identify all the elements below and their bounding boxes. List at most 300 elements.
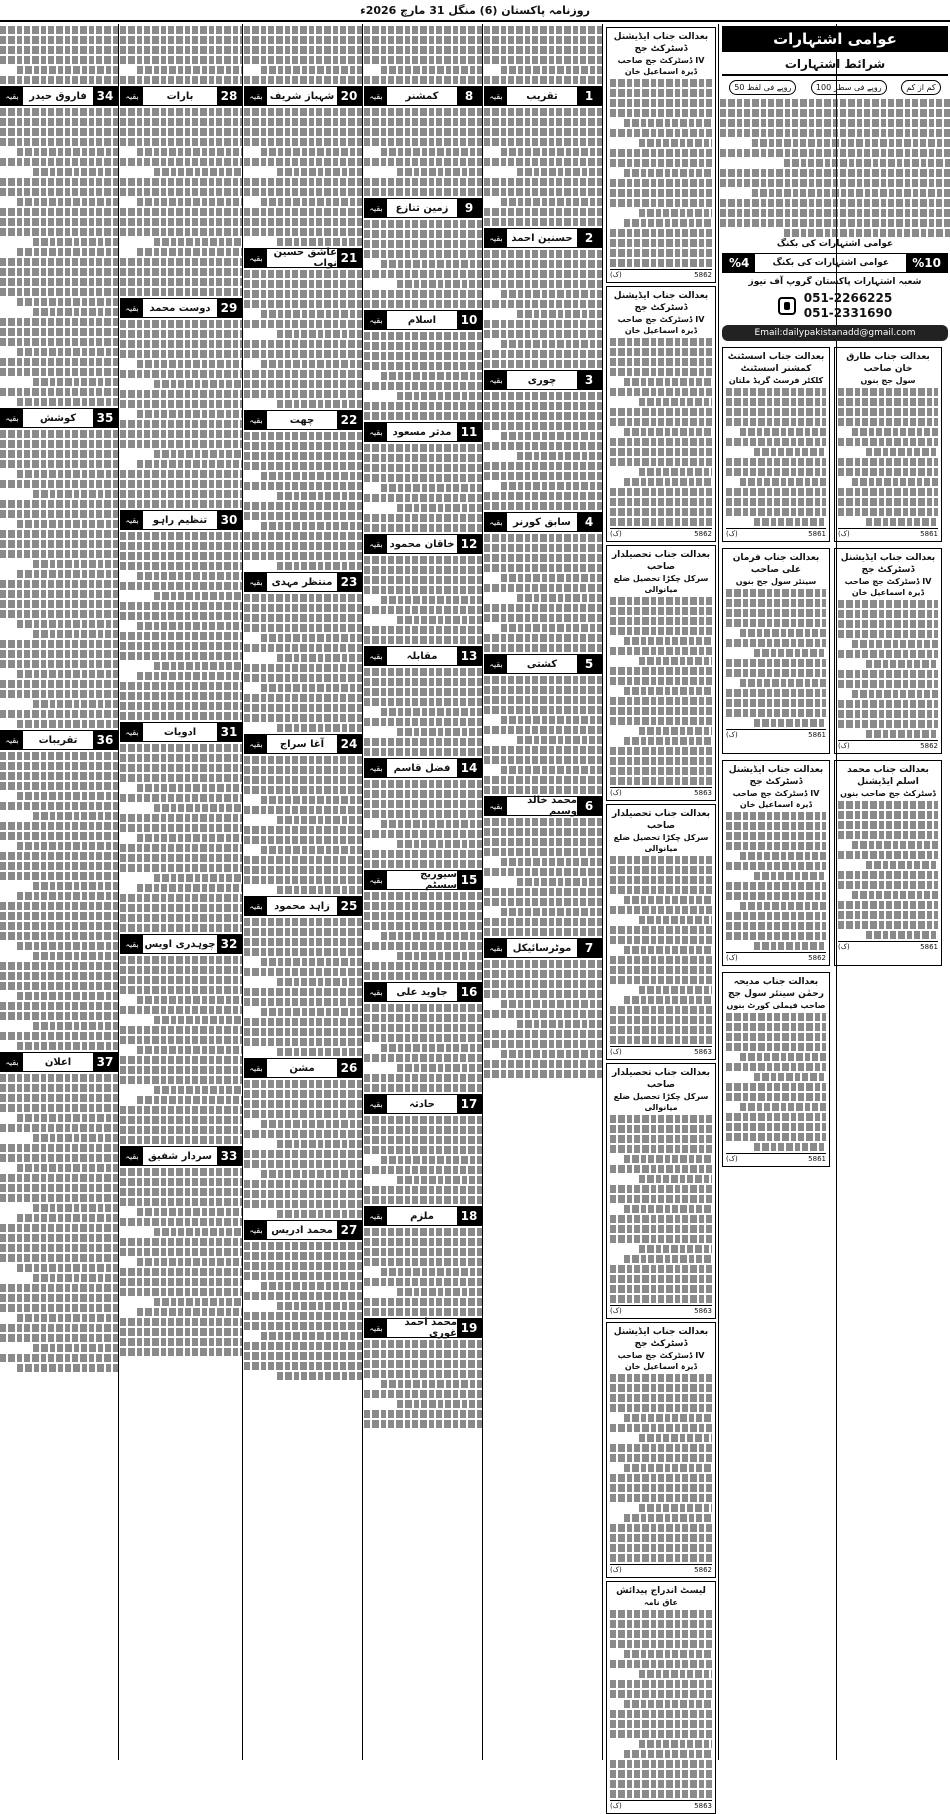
text-line	[364, 902, 482, 910]
text-line	[610, 418, 712, 426]
text-line	[244, 482, 362, 490]
text-line	[120, 36, 242, 44]
text-line	[244, 108, 362, 116]
text-line	[261, 472, 362, 480]
text-line	[364, 178, 482, 186]
text-line	[610, 259, 712, 267]
text-line	[484, 614, 602, 622]
text-line	[244, 300, 362, 308]
text-line	[120, 794, 242, 802]
text-line	[120, 824, 242, 832]
text-line	[364, 26, 482, 34]
text-line	[624, 1514, 712, 1522]
text-line	[484, 36, 602, 44]
text-line	[852, 428, 938, 436]
rate-pill: کم از کم	[901, 80, 940, 95]
text-line	[720, 219, 950, 227]
text-line	[784, 229, 950, 237]
text-line	[610, 348, 712, 356]
continued-tag: بقیہ	[365, 647, 387, 665]
text-line	[364, 790, 482, 798]
continued-tag: بقیہ	[1, 1053, 23, 1071]
notice-code: 5863	[694, 1307, 712, 1315]
text-line	[838, 911, 938, 919]
notice-sign: (ک)	[838, 530, 850, 538]
text-line	[137, 198, 242, 206]
text-line	[0, 228, 118, 236]
continued-tag: بقیہ	[365, 535, 387, 553]
text-line	[120, 894, 242, 902]
text-line	[784, 159, 950, 167]
phone-block	[722, 291, 948, 321]
text-line	[244, 532, 362, 540]
text-line	[120, 340, 242, 348]
story-title: اعلان	[44, 1056, 72, 1068]
text-line	[838, 498, 938, 506]
court-notice	[834, 760, 942, 966]
text-line	[364, 1340, 482, 1348]
text-line	[364, 698, 482, 706]
text-line	[720, 199, 950, 207]
text-line	[244, 1312, 362, 1320]
text-line	[244, 1352, 362, 1360]
text-line	[501, 624, 602, 632]
text-line	[120, 208, 242, 216]
text-line	[120, 390, 242, 398]
story-title: حسنین احمد	[511, 232, 573, 244]
continued-story-header	[120, 722, 242, 742]
text-line	[0, 388, 118, 396]
court-title: بعدالت جناب طارق خان صاحب	[846, 352, 930, 374]
text-line	[277, 816, 362, 824]
text-line	[244, 948, 362, 956]
text-line	[137, 460, 242, 468]
continued-story-header	[364, 86, 482, 106]
text-line	[244, 56, 362, 64]
text-line	[610, 1424, 712, 1432]
text-line	[484, 676, 602, 684]
discount-value: %4	[723, 254, 755, 272]
text-line	[610, 488, 712, 496]
text-line	[364, 892, 482, 900]
text-line	[0, 480, 118, 488]
text-line	[17, 1364, 118, 1372]
text-line	[120, 1006, 242, 1014]
text-line	[726, 619, 826, 627]
text-line	[0, 138, 118, 146]
text-line	[397, 1400, 482, 1408]
text-line	[501, 574, 602, 582]
text-line	[726, 1113, 826, 1121]
text-line	[0, 1032, 118, 1040]
text-line	[381, 1380, 482, 1388]
text-line	[0, 822, 118, 830]
notice-sign: (ک)	[610, 1802, 622, 1810]
text-line	[0, 922, 118, 930]
text-line	[517, 594, 602, 602]
text-line	[244, 188, 362, 196]
notice-code: 5863	[694, 1048, 712, 1056]
text-line	[740, 478, 826, 486]
story-title: کشتی	[526, 658, 558, 670]
text-line	[0, 460, 118, 468]
text-line	[364, 494, 482, 502]
text-line	[484, 492, 602, 500]
continued-story-header	[364, 982, 482, 1002]
text-line	[484, 970, 602, 978]
story-title: زمین تنازع	[395, 202, 449, 214]
continued-story-header	[364, 422, 482, 442]
text-line	[484, 208, 602, 216]
text-line	[120, 966, 242, 974]
text-line	[120, 158, 242, 166]
text-line	[610, 1494, 712, 1502]
text-line	[0, 510, 118, 518]
text-line	[838, 458, 938, 466]
text-line	[364, 240, 482, 248]
text-line	[120, 1218, 242, 1226]
text-line	[364, 556, 482, 564]
text-line	[0, 1254, 118, 1262]
continued-story-header	[364, 1094, 482, 1114]
text-line	[484, 118, 602, 126]
text-line	[0, 1194, 118, 1202]
text-line	[610, 448, 712, 456]
text-line	[726, 589, 826, 597]
text-line	[120, 500, 242, 508]
text-line	[610, 1524, 712, 1532]
text-line	[244, 218, 362, 226]
text-line	[726, 609, 826, 617]
continued-tag: بقیہ	[485, 87, 507, 105]
text-line	[244, 664, 362, 672]
text-line	[244, 1160, 362, 1168]
continued-story-header	[0, 1052, 118, 1072]
notice-sign: (ک)	[838, 943, 850, 951]
text-line	[0, 76, 118, 84]
text-line	[754, 872, 826, 880]
text-line	[484, 838, 602, 846]
text-line	[381, 148, 482, 156]
text-line	[137, 884, 242, 892]
text-line	[364, 1390, 482, 1398]
text-line	[120, 480, 242, 488]
story-title: چھت	[289, 414, 315, 426]
continued-tag: بقیہ	[245, 1059, 267, 1077]
text-line	[639, 1434, 712, 1442]
text-line	[33, 1204, 118, 1212]
text-line	[244, 1100, 362, 1108]
text-line	[244, 320, 362, 328]
text-line	[261, 1120, 362, 1128]
text-line	[726, 1043, 826, 1051]
continued-tag: بقیہ	[245, 411, 267, 429]
text-line	[484, 1070, 602, 1078]
text-line	[484, 260, 602, 268]
notice-code: 5863	[694, 789, 712, 797]
text-line	[0, 278, 118, 286]
text-line	[610, 1195, 712, 1203]
text-line	[484, 918, 602, 926]
text-line	[277, 1372, 362, 1380]
text-line	[720, 209, 950, 217]
text-line	[726, 699, 826, 707]
text-line	[244, 1342, 362, 1350]
text-line	[726, 669, 826, 677]
court-title: بعدالت جناب ایڈیشنل ڈسٹرکٹ جج	[613, 32, 709, 54]
text-line	[277, 562, 362, 570]
text-line	[364, 688, 482, 696]
text-line	[610, 1235, 712, 1243]
text-line	[364, 780, 482, 788]
text-line	[740, 428, 826, 436]
text-line	[624, 737, 712, 745]
text-line	[120, 420, 242, 428]
text-line	[484, 350, 602, 358]
text-line	[261, 310, 362, 318]
text-line	[120, 914, 242, 922]
text-line	[137, 66, 242, 74]
text-line	[624, 1464, 712, 1472]
text-line	[17, 720, 118, 728]
text-line	[0, 450, 118, 458]
text-line	[610, 1185, 712, 1193]
text-line	[244, 208, 362, 216]
text-line	[364, 230, 482, 238]
text-line	[610, 249, 712, 257]
column-rule	[362, 24, 363, 1760]
text-line	[364, 332, 482, 340]
text-line	[120, 864, 242, 872]
text-line	[244, 1110, 362, 1118]
text-line	[120, 1248, 242, 1256]
text-line	[610, 199, 712, 207]
text-line	[120, 854, 242, 862]
text-line	[244, 390, 362, 398]
text-line	[364, 444, 482, 452]
text-line	[364, 412, 482, 420]
continued-tag: بقیہ	[245, 735, 267, 753]
story-title: موٹرسائیکل	[512, 942, 572, 954]
story-number: 36	[93, 731, 117, 749]
booking-title: عوامی اشتہارات کی بکنگ	[776, 239, 894, 249]
text-line	[484, 128, 602, 136]
text-line	[610, 1484, 712, 1492]
text-line	[838, 700, 938, 708]
text-line	[726, 912, 826, 920]
text-line	[517, 310, 602, 318]
text-line	[364, 290, 482, 298]
column-rule	[602, 24, 603, 1760]
text-line	[277, 400, 362, 408]
text-line	[838, 811, 938, 819]
discount-banner	[722, 253, 948, 273]
text-line	[610, 1544, 712, 1552]
text-line	[610, 647, 712, 655]
story-title: سردار شفیق	[148, 1150, 212, 1162]
text-line	[17, 66, 118, 74]
text-line	[17, 298, 118, 306]
text-line	[364, 1370, 482, 1378]
text-line	[740, 629, 826, 637]
text-line	[610, 179, 712, 187]
continued-story-header	[120, 1146, 242, 1166]
text-line	[0, 580, 118, 588]
text-line	[624, 996, 712, 1004]
text-line	[17, 1314, 118, 1322]
continued-tag: بقیہ	[365, 1207, 387, 1225]
text-line	[381, 260, 482, 268]
text-line	[261, 148, 362, 156]
text-line	[484, 402, 602, 410]
continued-tag: بقیہ	[365, 423, 387, 441]
text-line	[610, 518, 712, 526]
discount-label: عوامی اشتہارات کی بکنگ	[772, 258, 889, 268]
text-line	[610, 508, 712, 516]
text-line	[726, 892, 826, 900]
continued-story-header	[364, 1206, 482, 1226]
text-line	[484, 634, 602, 642]
text-line	[726, 458, 826, 466]
text-line	[364, 1014, 482, 1022]
text-line	[752, 139, 950, 147]
text-line	[364, 402, 482, 410]
text-line	[0, 650, 118, 658]
text-line	[244, 76, 362, 84]
text-line	[120, 46, 242, 54]
text-line	[610, 1374, 712, 1382]
text-line	[852, 640, 938, 648]
text-line	[244, 866, 362, 874]
text-line	[364, 118, 482, 126]
text-line	[364, 748, 482, 756]
text-line	[154, 380, 242, 388]
text-line	[277, 978, 362, 986]
text-line	[0, 1084, 118, 1092]
story-number: 10	[457, 311, 481, 329]
text-line	[0, 128, 118, 136]
text-line	[484, 472, 602, 480]
text-line	[754, 448, 826, 456]
text-line	[244, 452, 362, 460]
text-line	[120, 288, 242, 296]
text-line	[484, 746, 602, 754]
story-number: 31	[217, 723, 241, 741]
court-title: لیسٹ اندراج پیدائش	[616, 1586, 706, 1596]
text-line	[364, 1278, 482, 1286]
text-line	[120, 612, 242, 620]
text-line	[277, 1048, 362, 1056]
text-line	[484, 756, 602, 764]
text-line	[364, 1054, 482, 1062]
notice-code: 5861	[920, 943, 938, 951]
text-line	[610, 1006, 712, 1014]
notice-sign: (ک)	[610, 1307, 622, 1315]
story-title: تنظیم راہو	[152, 514, 208, 526]
story-title: چوری	[527, 374, 557, 386]
continued-tag: بقیہ	[365, 759, 387, 777]
text-line	[838, 610, 938, 618]
text-line	[244, 1038, 362, 1046]
story-title: ملزم	[410, 1210, 434, 1222]
text-line	[838, 650, 938, 658]
text-line	[610, 1730, 712, 1738]
text-line	[120, 532, 242, 540]
text-line	[137, 572, 242, 580]
text-line	[154, 1016, 242, 1024]
text-line	[364, 270, 482, 278]
text-line	[610, 856, 712, 864]
text-line	[120, 814, 242, 822]
text-line	[0, 1104, 118, 1112]
text-line	[364, 138, 482, 146]
text-line	[17, 148, 118, 156]
story-title: تقریب	[526, 90, 558, 102]
story-title: آغا سراج	[279, 738, 325, 750]
text-line	[0, 982, 118, 990]
text-line	[484, 898, 602, 906]
text-line	[137, 672, 242, 680]
text-line	[120, 470, 242, 478]
rate-pill: 50 روپے فی لفظ	[729, 80, 796, 95]
text-line	[838, 438, 938, 446]
text-line	[726, 1133, 826, 1141]
continued-tag: بقیہ	[245, 1221, 267, 1239]
text-line	[726, 812, 826, 820]
text-line	[364, 1410, 482, 1418]
text-line	[0, 56, 118, 64]
text-line	[364, 1034, 482, 1042]
text-line	[639, 209, 712, 217]
text-line	[397, 1176, 482, 1184]
court-subtitle: سرکل چکڑا تحصیل ضلع میانوالی	[613, 574, 709, 594]
text-line	[852, 690, 938, 698]
story-number: 23	[337, 573, 361, 591]
text-line	[484, 544, 602, 552]
text-line	[610, 627, 712, 635]
text-line	[838, 831, 938, 839]
text-line	[866, 861, 938, 869]
text-line	[120, 712, 242, 720]
news-column-1	[0, 24, 118, 1760]
continued-story-header	[244, 410, 362, 430]
text-line	[610, 338, 712, 346]
text-line	[866, 660, 938, 668]
news-column-3	[244, 24, 362, 1760]
text-line	[364, 1420, 482, 1428]
text-line	[364, 188, 482, 196]
text-line	[501, 148, 602, 156]
continued-tag: بقیہ	[121, 723, 143, 741]
text-line	[244, 1292, 362, 1300]
text-line	[610, 388, 712, 396]
text-line	[726, 1123, 826, 1131]
text-line	[120, 440, 242, 448]
text-line	[610, 1710, 712, 1718]
text-line	[624, 1205, 712, 1213]
text-line	[120, 430, 242, 438]
text-line	[244, 270, 362, 278]
rate-pills	[722, 80, 948, 95]
text-line	[277, 654, 362, 662]
ads-column	[720, 24, 950, 1760]
text-line	[639, 727, 712, 735]
text-line	[838, 630, 938, 638]
text-line	[0, 932, 118, 940]
text-line	[120, 602, 242, 610]
text-line	[838, 881, 938, 889]
public-ads-header: عوامی اشتہارات	[722, 26, 948, 52]
